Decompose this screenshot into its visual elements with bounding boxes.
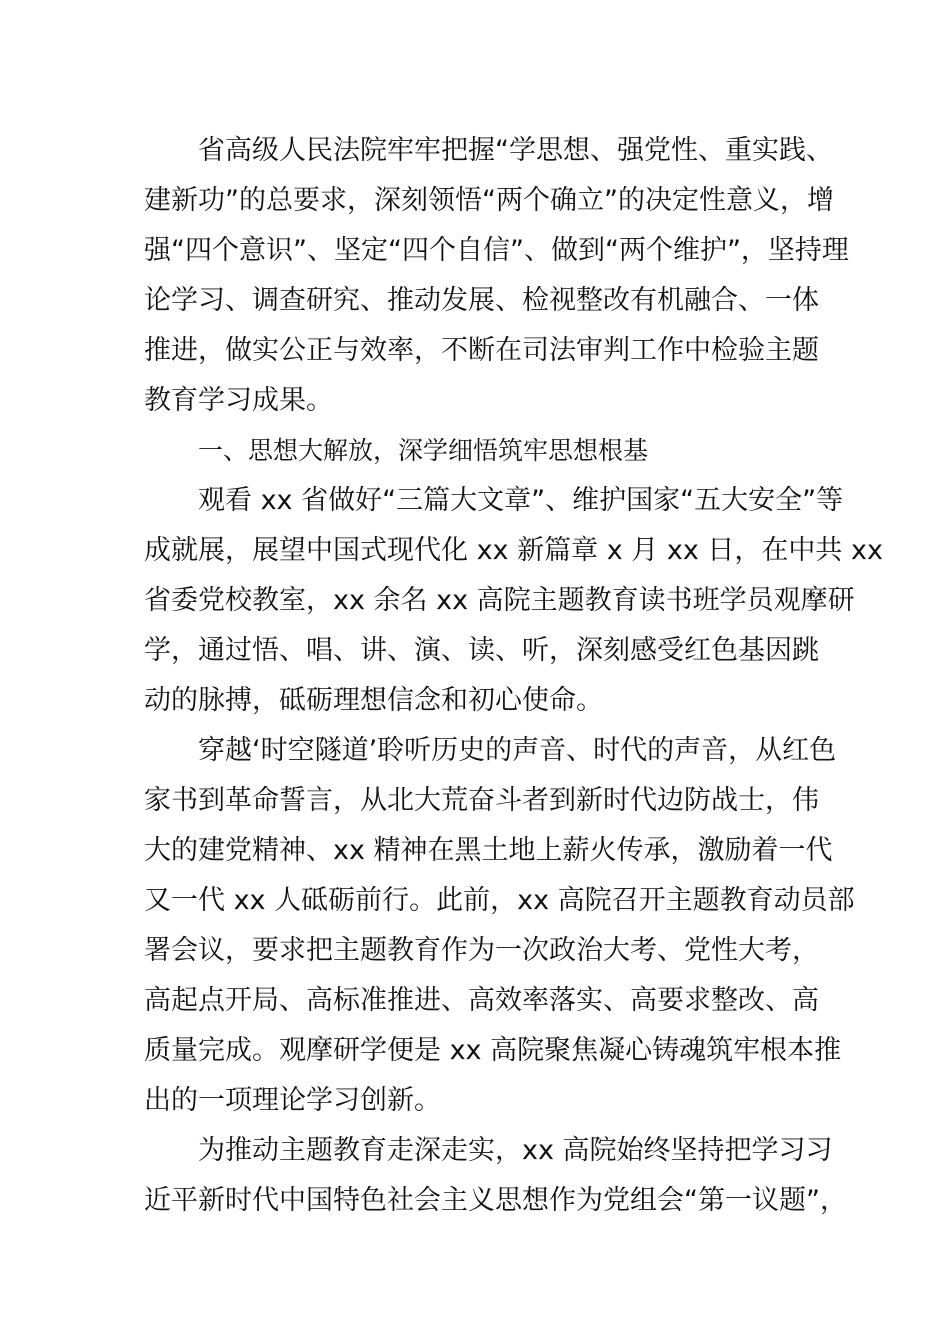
text-line: 动的脉搏，砥砺理想信念和初心使命。 — [144, 685, 603, 716]
text-line: 质量完成。观摩研学便是 xx 高院聚焦凝心铸魂筑牢根本推 — [144, 1035, 842, 1066]
text-line: 推进，做实公正与效率，不断在司法审判工作中检验主题 — [144, 335, 819, 366]
heading-text: 一、思想大解放，深学细悟筑牢思想根基 — [198, 436, 649, 465]
text-line: 教育学习成果。 — [144, 385, 333, 416]
text-line: 为推动主题教育走深走实，xx 高院始终坚持把学习习 — [198, 1135, 833, 1166]
paragraph-exhibition — [144, 476, 883, 726]
text-line: 家书到革命誓言，从北大荒奋斗者到新时代边防战士，伟 — [144, 785, 819, 816]
text-line: 强“四个意识”、坚定“四个自信”、做到“两个维护”，坚持理 — [144, 235, 849, 266]
paragraph-history — [144, 726, 855, 1126]
text-line: 署会议，要求把主题教育作为一次政治大考、党性大考， — [144, 935, 819, 966]
document-body — [144, 126, 883, 1226]
text-line: 又一代 xx 人砥砺前行。此前，xx 高院召开主题教育动员部 — [144, 885, 855, 916]
text-line: 穿越‘时空隧道’聆听历史的声音、时代的声音，从红色 — [198, 735, 837, 766]
text-line: 省委党校教室，xx 余名 xx 高院主题教育读书班学员观摩研 — [144, 585, 855, 616]
paragraph-promotion — [144, 1126, 847, 1226]
text-line: 出的一项理论学习创新。 — [144, 1085, 441, 1116]
text-line: 近平新时代中国特色社会主义思想作为党组会“第一议题”， — [144, 1185, 847, 1216]
text-line: 建新功”的总要求，深刻领悟“两个确立”的决定性意义，增 — [144, 185, 834, 216]
text-line: 高起点开局、高标准推进、高效率落实、高要求整改、高 — [144, 985, 819, 1016]
section-heading — [144, 426, 808, 476]
text-line: 学，通过悟、唱、讲、演、读、听，深刻感受红色基因跳 — [144, 635, 819, 666]
paragraph-intro — [144, 126, 849, 426]
text-line: 大的建党精神、xx 精神在黑土地上薪火传承，激励着一代 — [144, 835, 833, 866]
text-line: 成就展，展望中国式现代化 xx 新篇章 x 月 xx 日，在中共 xx — [144, 535, 883, 566]
text-line: 省高级人民法院牢牢把握“学思想、强党性、重实践、 — [198, 135, 833, 166]
text-line: 论学习、调查研究、推动发展、检视整改有机融合、一体 — [144, 285, 819, 316]
text-line: 观看 xx 省做好“三篇大文章”、维护国家“五大安全”等 — [198, 485, 844, 516]
